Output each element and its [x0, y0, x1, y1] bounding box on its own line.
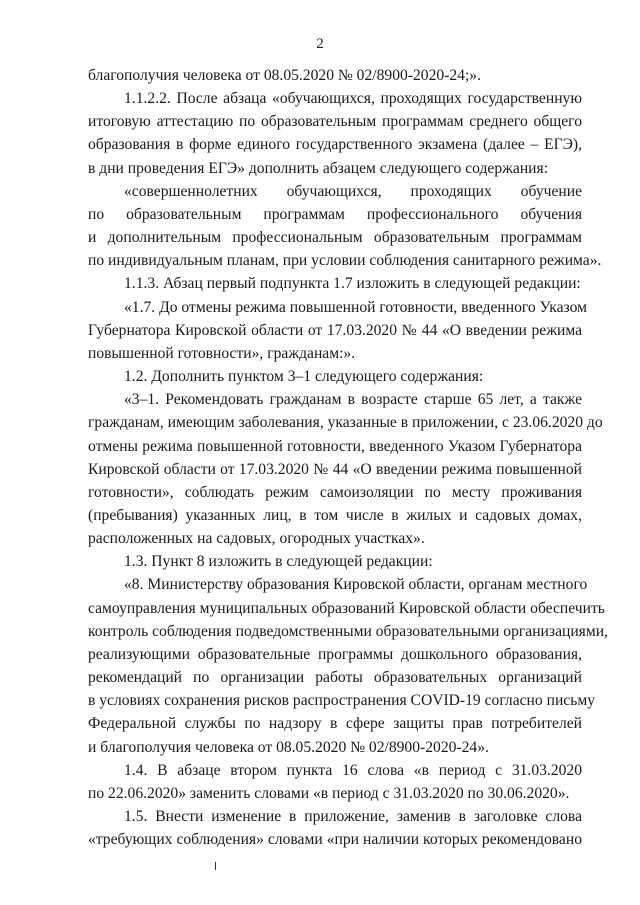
paragraph-7-line-6: (пребывания) указанных лиц, в том числе в жилых и садовых домах,	[88, 506, 582, 524]
paragraph-9-line-4: реализующими образовательные программы дошкольного образования,	[88, 645, 582, 663]
paragraph-9-line-8: и благополучия человека от 08.05.2020 № 02/8900-2020-24».	[88, 738, 489, 756]
paragraph-9-line-7: Федеральной службы по надзору в сфере защиты прав потребителей	[88, 715, 582, 733]
paragraph-8-line-1: 1.3. Пункт 8 изложить в следующей редакции:	[124, 553, 433, 571]
paragraph-10-line-1: 1.4. В абзаце втором пункта 16 слова «в период с 31.03.2020	[124, 761, 582, 779]
scan-mark	[215, 862, 216, 870]
paragraph-2-line-3: образования в форме единого государственного экзамена (далее – ЕГЭ),	[88, 136, 582, 154]
paragraph-7-line-5: готовности», соблюдать режим самоизоляции по месту проживания	[88, 483, 582, 501]
paragraph-5-line-1: «1.7. До отмены режима повышенной готовности, введенного Указом	[124, 298, 587, 316]
paragraph-5-line-2: Губернатора Кировской области от 17.03.2020 № 44 «О введении режима	[88, 321, 582, 339]
page-number: 2	[316, 36, 324, 52]
paragraph-1-line-1: благополучия человека от 08.05.2020 № 02/8900-2020-24;».	[88, 67, 481, 84]
document-body	[88, 64, 608, 851]
paragraph-3-line-3: и дополнительным профессиональным образовательным программам	[88, 229, 582, 247]
paragraph-7-line-4: Кировской области от 17.03.2020 № 44 «О введении режима повышенной	[88, 460, 582, 478]
paragraph-2-line-1: 1.1.2.2. После абзаца «обучающихся, проходящих государственную	[124, 90, 582, 108]
paragraph-5-line-3: повышенной готовности», гражданам:».	[88, 344, 356, 362]
paragraph-9-line-6: в условиях сохранения рисков распространения COVID-19 согласно письму	[88, 692, 595, 710]
paragraph-2-line-2: итоговую аттестацию по образовательным программам среднего общего	[88, 113, 582, 131]
paragraph-7-line-3: отмены режима повышенной готовности, введенного Указом Губернатора	[88, 437, 582, 455]
paragraph-9-line-2: самоуправления муниципальных образований Кировской области обеспечить	[88, 599, 605, 617]
paragraph-4-line-1: 1.1.3. Абзац первый подпункта 1.7 изложить в следующей редакции:	[124, 275, 581, 293]
paragraph-2-line-4: в дни проведения ЕГЭ» дополнить абзацем следующего содержания:	[88, 159, 549, 177]
paragraph-3-line-2: по образовательным программам профессионального обучения	[88, 205, 582, 223]
paragraph-11-line-2: «требующих соблюдения» словами «при наличии которых рекомендовано	[88, 831, 582, 849]
paragraph-7-line-1: «3–1. Рекомендовать гражданам в возрасте старше 65 лет, а также	[124, 391, 582, 409]
paragraph-9-line-3: контроль соблюдения подведомственными образовательными организациями,	[88, 622, 608, 640]
paragraph-9-line-1: «8. Министерству образования Кировской области, органам местного	[124, 576, 588, 594]
paragraph-10-line-2: по 22.06.2020» заменить словами «в период с 31.03.2020 по 30.06.2020».	[88, 784, 570, 802]
paragraph-7-line-7: расположенных на садовых, огородных участках».	[88, 530, 425, 548]
paragraph-11-line-1: 1.5. Внести изменение в приложение, заменив в заголовке слова	[124, 808, 582, 825]
paragraph-6-line-1: 1.2. Дополнить пунктом 3–1 следующего содержания:	[124, 368, 484, 386]
paragraph-7-line-2: гражданам, имеющим заболевания, указанные в приложении, с 23.06.2020 до	[88, 414, 603, 432]
paragraph-3-line-1: «совершеннолетних обучающихся, проходящих обучение	[124, 182, 582, 200]
paragraph-9-line-5: рекомендаций по организации работы образовательных организаций	[88, 669, 582, 687]
paragraph-3-line-4: по индивидуальным планам, при условии соблюдения санитарного режима».	[88, 252, 602, 270]
